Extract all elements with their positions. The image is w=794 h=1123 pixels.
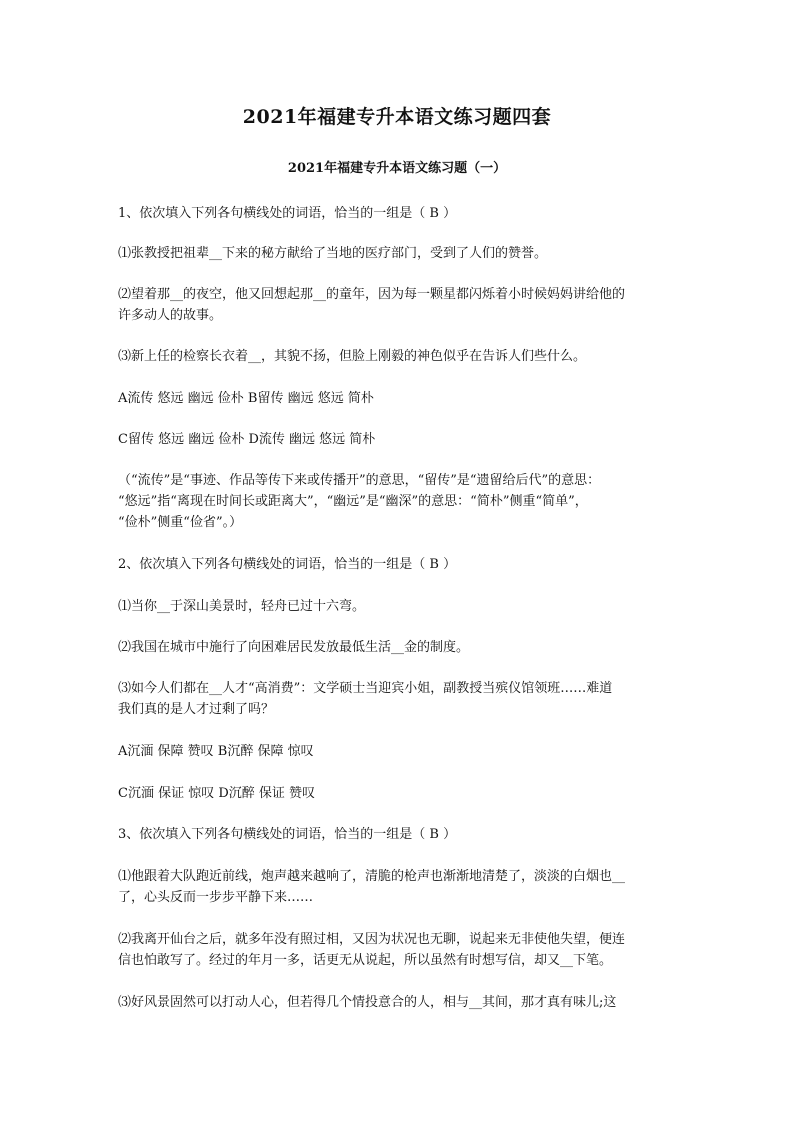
question-1-sentence-2-line-2: 许多动人的故事。 (118, 308, 223, 323)
document-title: 2021年福建专升本语文练习题四套 (242, 106, 552, 128)
question-1-options-cd: C留传 悠远 幽远 俭朴 D流传 幽远 悠远 简朴 (118, 432, 376, 447)
section-title: 2021年福建专升本语文练习题（一） (287, 161, 507, 176)
question-3-sentence-3-line-1: ⑶好风景固然可以打动人心，但若得几个情投意合的人，相与__其间，那才真有味儿;这 (118, 995, 617, 1010)
question-1-stem: 1、依次填入下列各句横线处的词语，恰当的一组是（ B ） (118, 206, 457, 221)
question-2-sentence-1: ⑴当你__于深山美景时，轻舟已过十六弯。 (118, 599, 366, 614)
question-1-note-line-3: “俭朴”侧重“俭省”。） (118, 515, 243, 530)
question-3-sentence-2-line-2: 信也怕敢写了。经过的年月一多，话更无从说起，所以虽然有时想写信，却又__下笔。 (118, 953, 613, 968)
question-1-note-line-2: “悠远”指“离现在时间长或距离大”，“幽远”是“幽深”的意思：“简朴”侧重“简单”， (118, 494, 588, 509)
question-3-sentence-1-line-1: ⑴他跟着大队跑近前线，炮声越来越响了，清脆的枪声也渐渐地清楚了，淡淡的白烟也__ (118, 869, 626, 884)
question-1-sentence-3: ⑶新上任的检察长衣着__，其貌不扬，但脸上刚毅的神色似乎在告诉人们些什么。 (118, 349, 587, 364)
question-2-sentence-3-line-1: ⑶如今人们都在__人才“高消费”：文学硕士当迎宾小姐，副教授当殡仪馆领班……难道 (118, 681, 613, 696)
question-2-options-ab: A沉湎 保障 赞叹 B沉醉 保障 惊叹 (118, 744, 314, 759)
question-1-sentence-2-line-1: ⑵望着那__的夜空，他又回想起那__的童年，因为每一颗星都闪烁着小时候妈妈讲给他的 (118, 287, 626, 302)
question-2-sentence-2: ⑵我国在城市中施行了向困难居民发放最低生活__金的制度。 (118, 640, 470, 655)
question-1-sentence-1: ⑴张教授把祖辈__下来的秘方献给了当地的医疗部门，受到了人们的赞誉。 (118, 246, 548, 261)
question-2-options-cd: C沉湎 保证 惊叹 D沉醉 保证 赞叹 (118, 786, 316, 801)
question-3-sentence-2-line-1: ⑵我离开仙台之后，就多年没有照过相，又因为状况也无聊，说起来无非使他失望，便连 (118, 932, 626, 947)
question-3-stem: 3、依次填入下列各句横线处的词语，恰当的一组是（ B ） (118, 827, 457, 842)
question-3-sentence-1-line-2: 了，心头反而一步步平静下来…… (118, 890, 314, 905)
question-2-sentence-3-line-2: 我们真的是人才过剩了吗？ (118, 702, 275, 717)
question-1-options-ab: A流传 悠远 幽远 俭朴 B留传 幽远 悠远 简朴 (118, 391, 374, 406)
question-1-note-line-1: （“流传”是“事迹、作品等传下来或传播开”的意思，“留传”是“遗留给后代”的意思： (118, 473, 601, 488)
question-2-stem: 2、依次填入下列各句横线处的词语，恰当的一组是（ B ） (118, 557, 457, 572)
